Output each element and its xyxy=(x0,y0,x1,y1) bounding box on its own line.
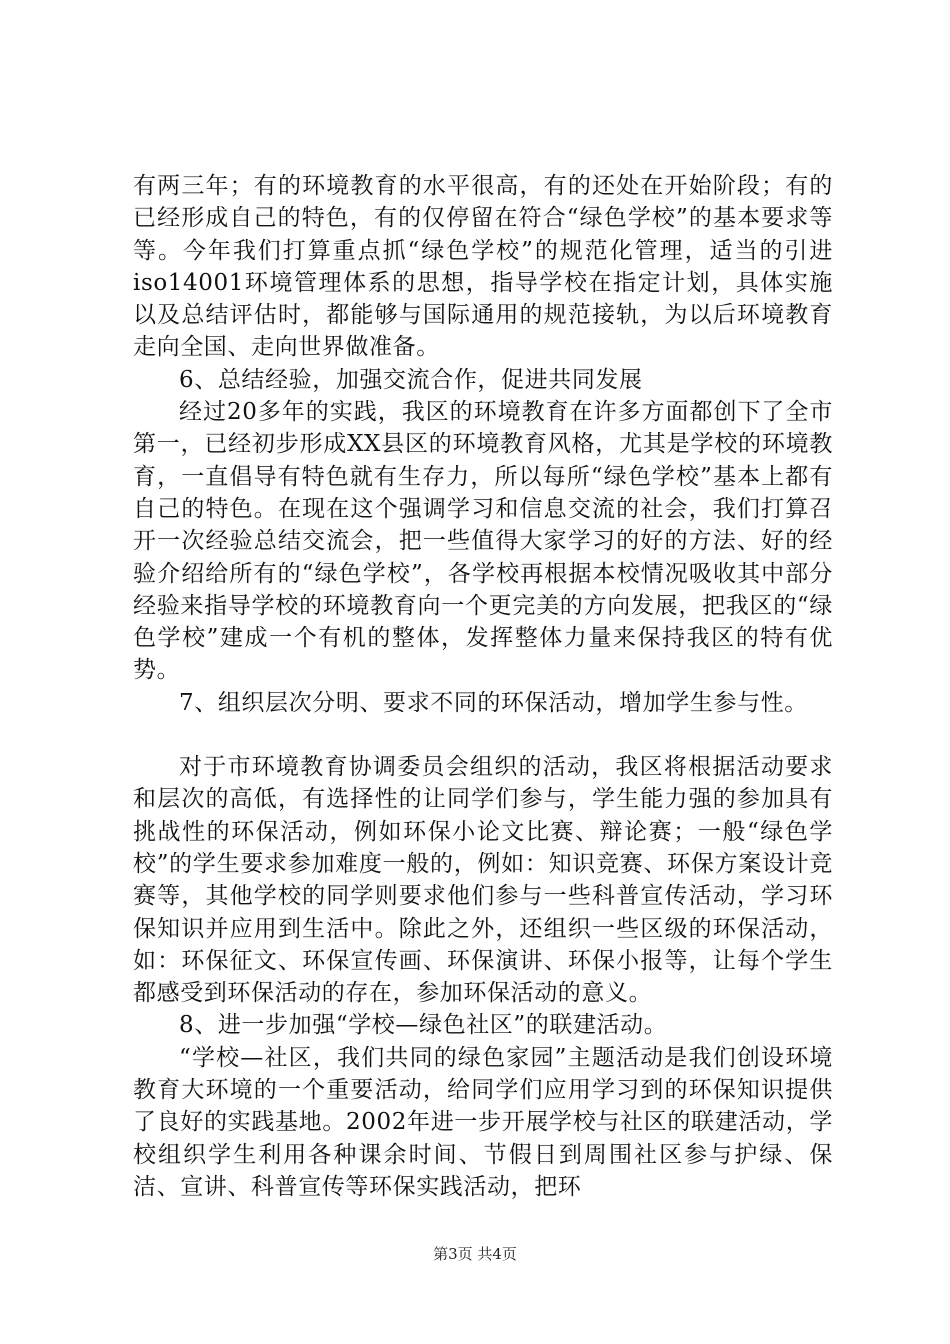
section-heading-7: 7、组织层次分明、要求不同的环保活动，增加学生参与性。 xyxy=(179,689,808,716)
section-heading-8: 8、进一步加强“学校—绿色社区”的联建活动。 xyxy=(179,1012,668,1039)
section-heading-6: 6、总结经验，加强交流合作，促进共同发展 xyxy=(179,366,643,393)
paragraph-experience: 经过20多年的实践，我区的环境教育在许多方面都创下了全市第一，已经初步形成XX县区的环境教育风格，尤其是学校的环境教育，一直倡导有特色就有生存力，所以每所“绿色学校”基本上都有自己的特色。在现在这个强调学习和信息交流的社会，我们打算召开一次经验总结交流会，把一些值得大家学习的好的方法、好的经验介绍给所有的“绿色学校”，各学校再根据本校情况吸收其中部分经验来指导学校的环境教育向一个更完美的方向发展，把我区的“绿色学校”建成一个有机的整体，发挥整体力量来保持我区的特有优势。 xyxy=(133,399,833,684)
document-body xyxy=(133,170,833,1203)
paragraph-activities: 对于市环境教育协调委员会组织的活动，我区将根据活动要求和层次的高低，有选择性的让同学们参与，学生能力强的参加具有挑战性的环保活动，例如环保小论文比赛、辩论赛；一般“绿色学校”的学生要求参加难度一般的，例如：知识竞赛、环保方案设计竞赛等，其他学校的同学则要求他们参与一些科普宣传活动，学习环保知识并应用到生活中。除此之外，还组织一些区级的环保活动，如：环保征文、环保宣传画、环保演讲、环保小报等，让每个学生都感受到环保活动的存在，参加环保活动的意义。 xyxy=(133,754,833,1007)
paragraph-continuation: 有两三年；有的环境教育的水平很高，有的还处在开始阶段；有的已经形成自己的特色，有的仅停留在符合“绿色学校”的基本要求等等。今年我们打算重点抓“绿色学校”的规范化管理，适当的引进iso14001环境管理体系的思想，指导学校在指定计划，具体实施以及总结评估时，都能够与国际通用的规范接轨，为以后环境教育走向全国、走向世界做准备。 xyxy=(133,173,833,361)
page-number-footer: 第3页 共4页 xyxy=(433,1245,517,1263)
paragraph-community: “学校—社区，我们共同的绿色家园”主题活动是我们创设环境教育大环境的一个重要活动，给同学们应用学习到的环保知识提供了良好的实践基地。2002年进一步开展学校与社区的联建活动，学校组织学生利用各种课余时间、节假日到周围社区参与护绿、保洁、宣讲、科普宣传等环保实践活动，把环 xyxy=(133,1044,833,1200)
blank-line xyxy=(133,719,833,751)
